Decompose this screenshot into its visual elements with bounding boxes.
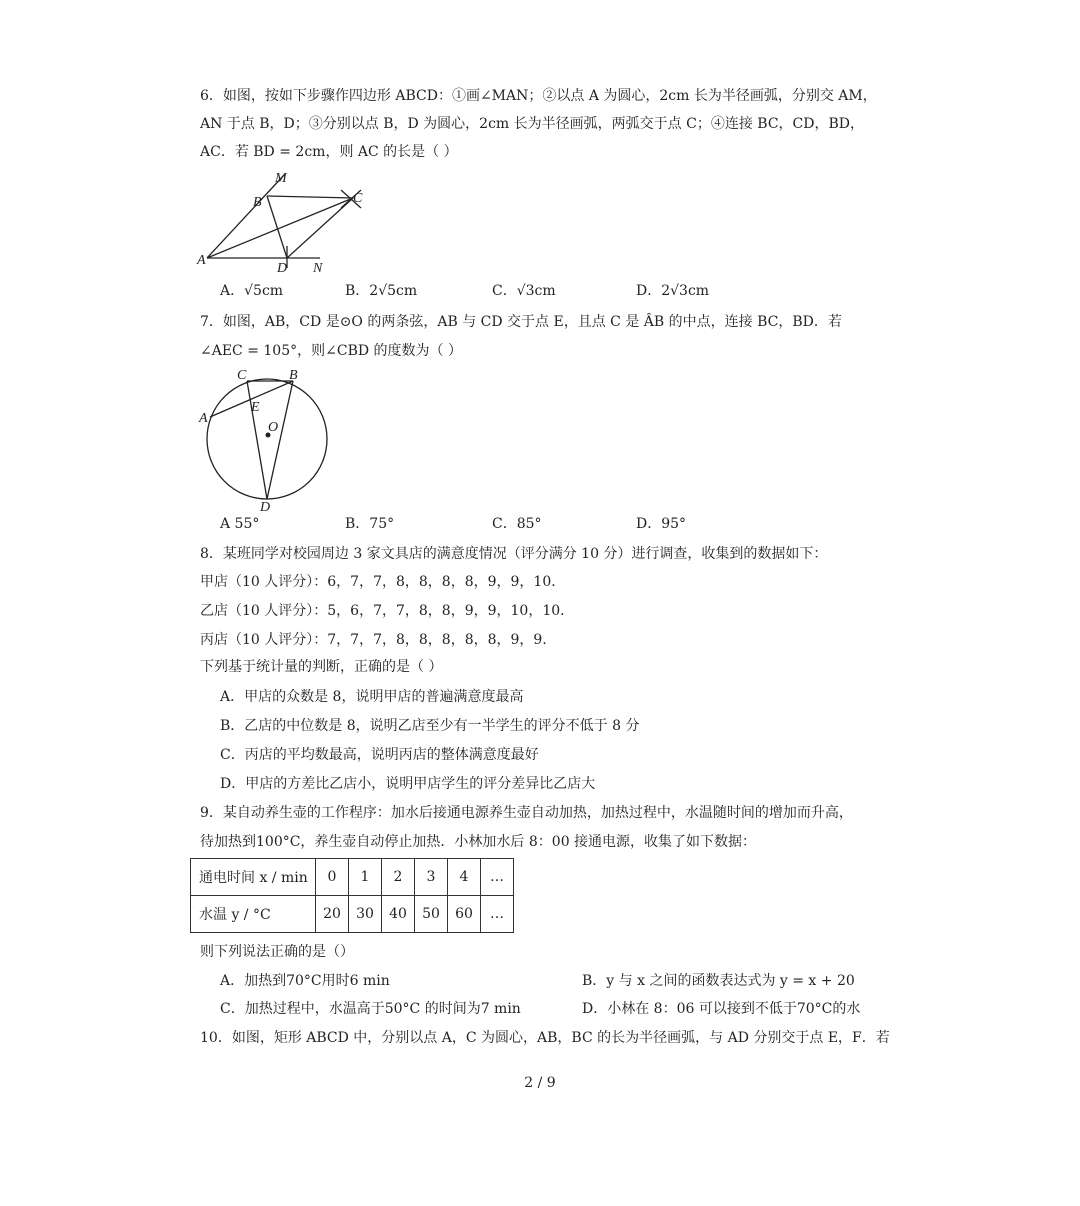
q9-table-temp-cell: 50 (415, 896, 448, 933)
q7-label-C: C (237, 368, 247, 383)
q7-label-E: E (251, 400, 260, 415)
q9-table-time-cell: 2 (382, 859, 415, 896)
q9-prompt: 则下列说法正确的是（） (200, 944, 354, 960)
q7-option-a: A 55° (220, 516, 260, 532)
q9-data-table (190, 858, 514, 933)
table-row (191, 859, 514, 896)
q9-option-a: A．加热到70°C用时6 min (220, 973, 390, 989)
q9-text-line-2: 待加热到100°C，养生壶自动停止加热．小林加水后 8：00 接通电源，收集了如下数据： (200, 834, 757, 850)
q7-option-c: C．85° (492, 516, 542, 532)
q7-text-line-1: 7．如图，AB，CD 是⊙O 的两条弦，AB 与 CD 交于点 E，且点 C 是 ÂB 的中点，连接 BC，BD．若 (200, 314, 842, 330)
q9-table-time-cell: … (481, 859, 514, 896)
q8-text-line-1: 8．某班同学对校园周边 3 家文具店的满意度情况（评分满分 10 分）进行调查，收集到的数据如下： (200, 546, 828, 562)
q6-text-line-1: 6．如图，按如下步骤作四边形 ABCD：①画∠MAN；②以点 A 为圆心，2cm 长为半径画弧，分别交 AM， (200, 88, 877, 104)
q9-table-temp-cell: … (481, 896, 514, 933)
q9-table-temp-cell: 40 (382, 896, 415, 933)
q6-label-B: B (253, 195, 262, 210)
q6-label-C: C (353, 191, 363, 206)
q6-label-N: N (313, 261, 323, 276)
q9-table-time-cell: 3 (415, 859, 448, 896)
table-row (191, 896, 514, 933)
q8-option-a: A．甲店的众数是 8，说明甲店的普遍满意度最高 (220, 689, 524, 705)
q8-data-jia: 甲店（10 人评分）：6，7，7，8，8，8，8，9，9，10． (200, 574, 566, 590)
q9-table-time-cell: 0 (316, 859, 349, 896)
q9-option-c: C．加热过程中，水温高于50°C 的时间为7 min (220, 1001, 521, 1017)
q6-figure-rhombus (195, 168, 380, 278)
q7-label-B: B (289, 368, 298, 383)
q6-option-a: A．√5cm (220, 283, 284, 299)
q6-option-d: D．2√3cm (636, 283, 710, 299)
q6-option-b: B．2√5cm (345, 283, 418, 299)
q6-label-M: M (275, 171, 287, 186)
q9-table-temp-cell: 60 (448, 896, 481, 933)
q10-text-line-1: 10．如图，矩形 ABCD 中，分别以点 A，C 为圆心，AB，BC 的长为半径画弧，与 AD 分别交于点 E，F．若 (200, 1030, 890, 1046)
q6-label-D: D (277, 261, 288, 276)
page-number: 2 / 9 (524, 1075, 556, 1091)
q9-table-time-cell: 4 (448, 859, 481, 896)
q7-option-d: D．95° (636, 516, 687, 532)
q6-option-c: C．√3cm (492, 283, 556, 299)
q9-table-head-time: 通电时间 x / min (191, 859, 316, 896)
q7-text-line-2: ∠AEC = 105°，则∠CBD 的度数为（ ） (200, 343, 462, 359)
q7-label-D: D (260, 500, 271, 515)
q9-text-line-1: 9．某自动养生壶的工作程序：加水后接通电源养生壶自动加热，加热过程中，水温随时间的增加而升高， (200, 805, 853, 821)
q7-figure-circle (195, 365, 340, 515)
q7-label-O: O (268, 420, 279, 435)
q8-option-c: C．丙店的平均数最高，说明丙店的整体满意度最好 (220, 747, 539, 763)
q6-text-line-2: AN 于点 B，D；③分别以点 B，D 为圆心，2cm 长为半径画弧，两弧交于点 C；④连接 BC，CD，BD， (200, 116, 864, 132)
q9-option-d: D．小林在 8：06 可以接到不低于70°C的水 (582, 1001, 861, 1017)
q8-option-b: B．乙店的中位数是 8，说明乙店至少有一半学生的评分不低于 8 分 (220, 718, 640, 734)
q6-text-line-3: AC．若 BD = 2cm，则 AC 的长是（ ） (200, 144, 458, 160)
q9-option-b: B．y 与 x 之间的函数表达式为 y = x + 20 (582, 973, 855, 989)
q9-table-head-temp: 水温 y / °C (191, 896, 316, 933)
q9-table-temp-cell: 20 (316, 896, 349, 933)
q8-option-d: D．甲店的方差比乙店小，说明甲店学生的评分差异比乙店大 (220, 776, 596, 792)
q9-table-temp-cell: 30 (349, 896, 382, 933)
q8-data-bing: 丙店（10 人评分）：7，7，7，8，8，8，8，8，9，9． (200, 632, 557, 648)
q9-table-time-cell: 1 (349, 859, 382, 896)
q7-option-b: B．75° (345, 516, 395, 532)
q7-label-A: A (199, 411, 208, 426)
q8-data-yi: 乙店（10 人评分）：5，6，7，7，8，8，9，9，10，10． (200, 603, 575, 619)
q6-label-A: A (197, 253, 206, 268)
q8-prompt: 下列基于统计量的判断，正确的是（ ） (200, 659, 443, 675)
